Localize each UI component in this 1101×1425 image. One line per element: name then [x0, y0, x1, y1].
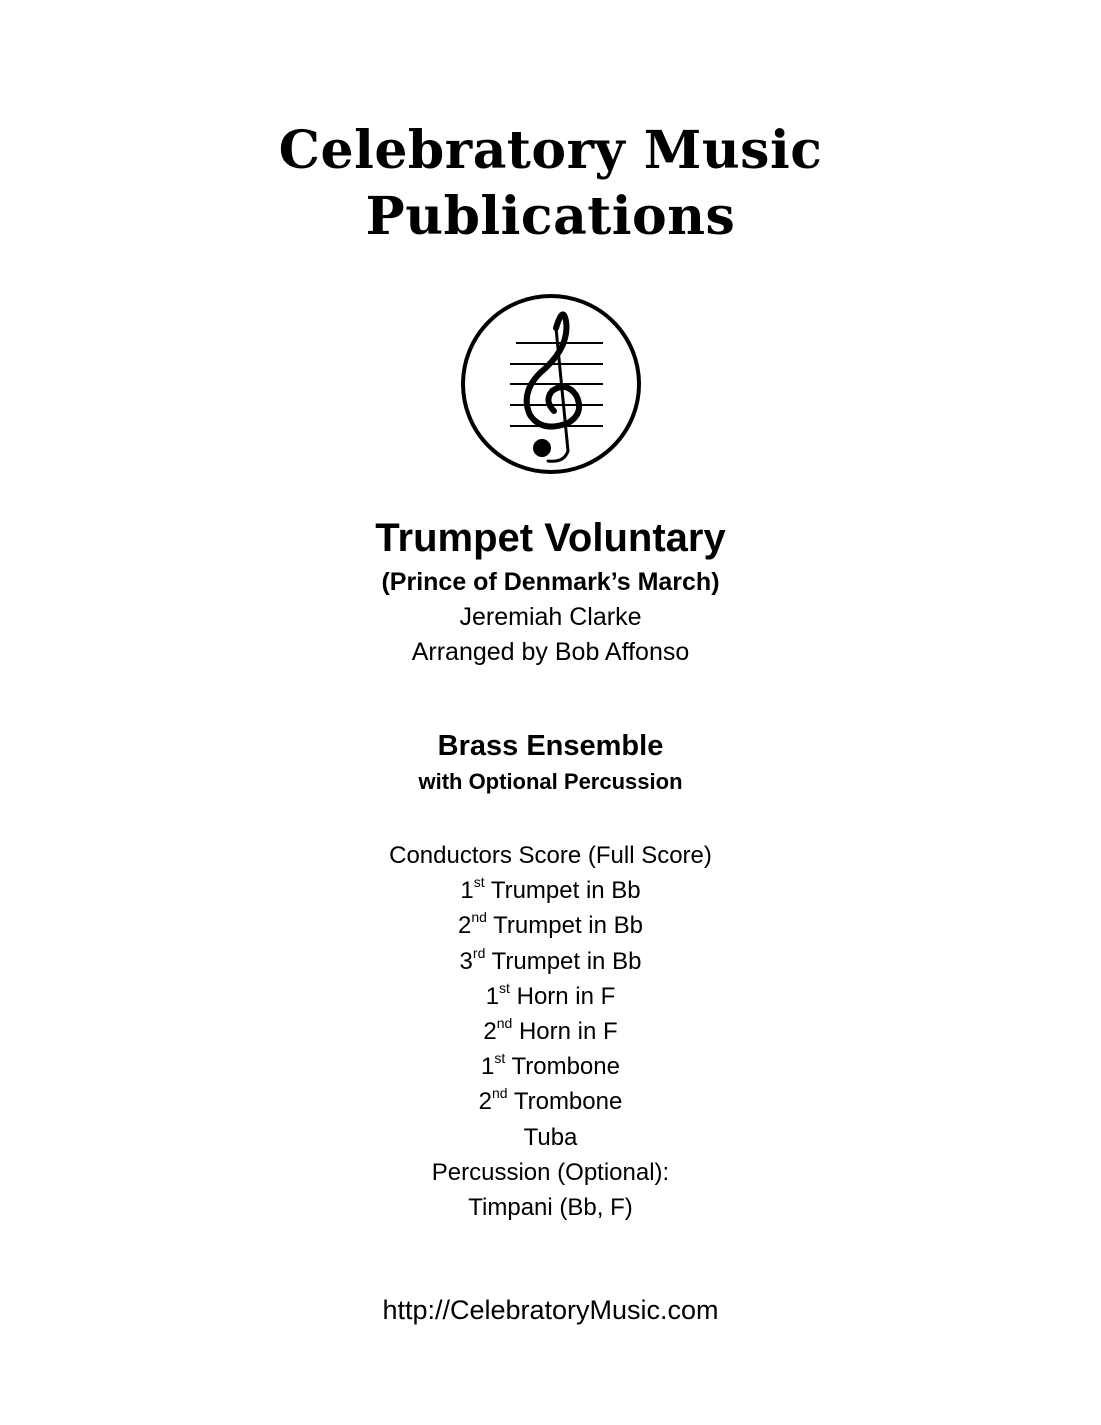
part-item: 2nd Trombone: [478, 1085, 623, 1116]
part-item: 1st Trumpet in Bb: [460, 874, 641, 905]
part-item: Conductors Score (Full Score): [389, 842, 712, 869]
part-item: 2nd Horn in F: [483, 1014, 618, 1045]
part-item: Timpani (Bb, F): [468, 1193, 633, 1221]
part-item: 1st Trombone: [481, 1050, 620, 1081]
parts-list: [0, 838, 1101, 1225]
piece-info: [0, 512, 1101, 670]
part-item: Percussion (Optional):: [431, 1158, 670, 1186]
composer: Jeremiah Clarke: [459, 603, 642, 631]
piece-title: Trumpet Voluntary: [375, 516, 726, 560]
arranger: Arranged by Bob Affonso: [411, 638, 690, 666]
ensemble-note: with Optional Percussion: [418, 769, 683, 794]
part-item: Tuba: [523, 1123, 578, 1151]
treble-clef-icon: [460, 293, 642, 475]
ensemble-info: [0, 726, 1101, 798]
part-item: 1st Horn in F: [485, 979, 616, 1010]
website-link[interactable]: http://CelebratoryMusic.com: [382, 1295, 719, 1325]
piece-subtitle: (Prince of Denmark’s March): [381, 568, 720, 596]
part-item: 3rd Trumpet in Bb: [459, 944, 642, 975]
publisher-title: [0, 118, 1101, 250]
publisher-line-2: Publications: [365, 186, 736, 247]
part-item: 2nd Trumpet in Bb: [457, 909, 643, 940]
publisher-line-1: Celebratory Music: [278, 120, 823, 181]
ensemble-name: Brass Ensemble: [437, 730, 664, 762]
